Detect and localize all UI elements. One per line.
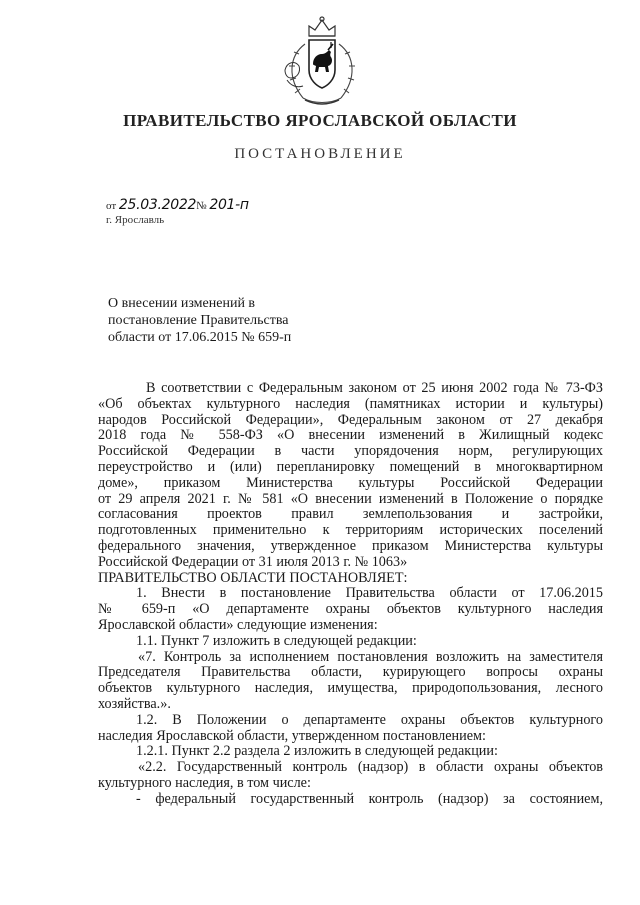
subject-line: постановление Правительства [108,313,289,328]
decree-body [98,381,603,808]
preamble-line: Российской Федерации в части упорядочения норм, регулирующих [98,443,603,460]
preamble-line: согласования проектов правил землепользования и застройки, [98,506,603,523]
subject-line: области от 17.06.2015 № 659-п [108,330,292,345]
item-1-1: 1.1. Пункт 7 изложить в следующей редакции: [136,632,417,649]
decree-date-line [106,197,249,213]
preamble-line: подготовленных применительно к территориям исторических поселений [98,522,603,539]
quote-7-line: объектов культурного наследия, имущества, природопользования, лесного [98,680,603,697]
item-1-line: № 659-п «О департаменте охраны объектов культурного наследия [98,601,603,618]
item-1-2-1: 1.2.1. Пункт 2.2 раздела 2 изложить в следующей редакции: [136,743,498,760]
date-prefix: от [106,200,117,212]
item-1-2-line: наследия Ярославской области, утвержденном постановлением: [98,727,486,744]
preamble-line: федерального значения, утвержденное приказом Министерства культуры [98,537,603,554]
city-label: г. Ярославль [106,214,165,226]
quote-7-line: Председателя Правительства области, курирующего вопросы охраны [98,664,603,681]
item-1-line: Ярославской области» следующие изменения: [98,616,378,633]
preamble-line: переустройство и (или) перепланировку помещений в многоквартирном [98,458,603,475]
handwritten-date: 25.03.2022 [118,197,197,213]
preamble-line: Российской Федерации от 31 июля 2013 г. № 1063» [98,553,408,570]
quote-2-2-line: культурного наследия, в том числе: [98,774,311,791]
document-type-title: ПОСТАНОВЛЕНИЕ [234,146,406,162]
coat-of-arms-bear-icon [275,14,369,110]
quote-2-2-line: «2.2. Государственный контроль (надзор) в области охраны объектов [138,759,603,776]
handwritten-number: 201-п [209,197,249,213]
preamble-line: 2018 года № 558-ФЗ «О внесении изменений в Жилищный кодекс [98,427,603,444]
decree-subject [108,295,328,346]
quote-7-line: хозяйства.». [98,695,171,712]
preamble-line: доме», приказом Министерства культуры Российской Федерации [98,474,603,491]
subject-line: О внесении изменений в [108,296,256,311]
preamble-line: народов Российской Федерации», Федеральным законом от 27 декабря [98,411,603,428]
preamble-line: В соответствии с Федеральным законом от 25 июня 2002 года № 73-ФЗ [146,380,603,396]
resolves-heading: ПРАВИТЕЛЬСТВО ОБЛАСТИ ПОСТАНОВЛЯЕТ: [98,569,408,586]
preamble-line: от 29 апреля 2021 г. № 581 «О внесении изменений в Положение о порядке [98,490,603,507]
item-1-line: 1. Внести в постановление Правительства области от 17.06.2015 [136,585,603,602]
government-title: ПРАВИТЕЛЬСТВО ЯРОСЛАВСКОЙ ОБЛАСТИ [123,111,517,130]
item-1-2-line: 1.2. В Положении о департаменте охраны объектов культурного [136,711,603,728]
dash-item: - федеральный государственный контроль (надзор) за состоянием, [136,790,603,807]
quote-7-line: «7. Контроль за исполнением постановления возложить на заместителя [138,648,603,665]
number-sign: № [196,200,207,212]
preamble-line: «Об объектах культурного наследия (памятниках истории и культуры) [98,395,603,412]
